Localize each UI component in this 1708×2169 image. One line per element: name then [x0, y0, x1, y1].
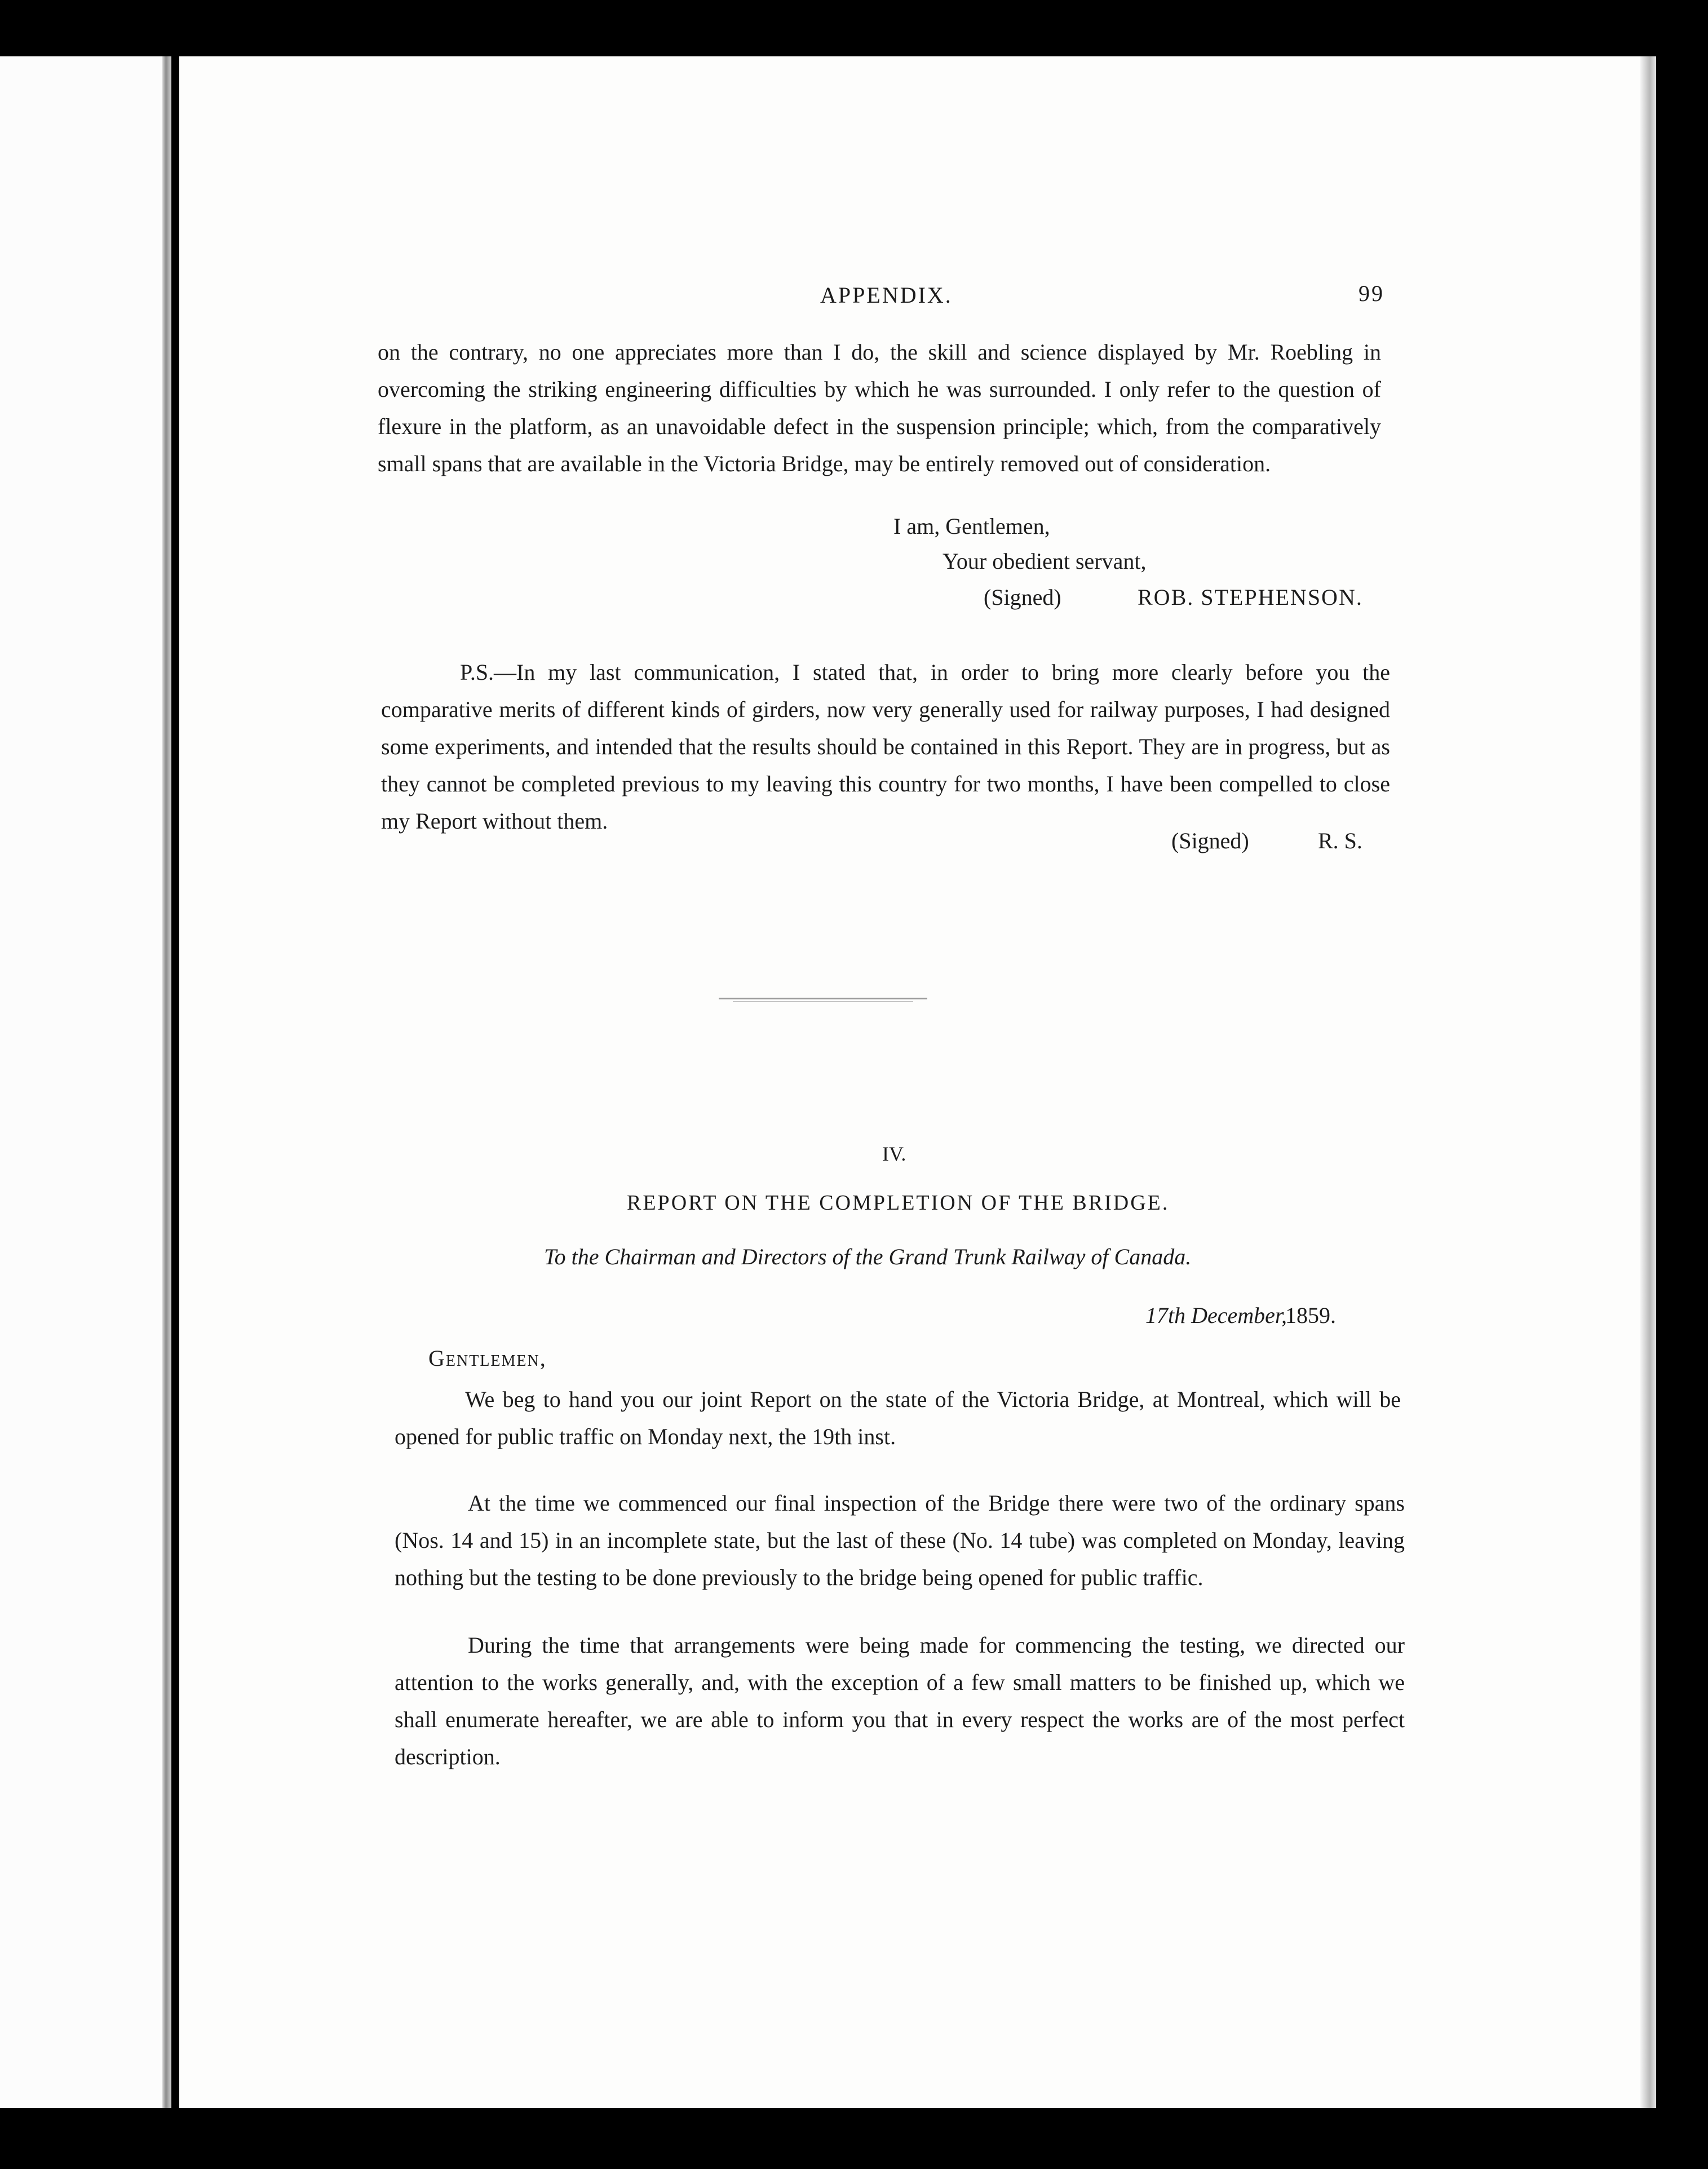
signatory-name: ROB. STEPHENSON. — [1138, 585, 1363, 610]
report-paragraph-1: We beg to hand you our joint Report on the state of the Victoria Bridge, at Montreal, which will be opened for public traffic on Monday next, the 19th inst. — [395, 1387, 1401, 1449]
salutation-line-2: Your obedient servant, — [943, 548, 1147, 574]
report-paragraph-3: During the time that arrangements were being made for commencing the testing, we directed our attention to the works generally, and, with the exception of a few small matters to be finished up, which we shall enumerate hereafter, we are able to inform you that in every respect the works are of the most perfect description. — [395, 1632, 1405, 1769]
postscript-signed-label: (Signed) — [1171, 828, 1249, 853]
section-numeral: IV. — [882, 1143, 906, 1165]
page-number: 99 — [1359, 281, 1384, 306]
salutation-line-1: I am, Gentlemen, — [893, 514, 1050, 539]
section-divider-shadow — [733, 1001, 913, 1002]
report-date-year: 1859. — [1285, 1303, 1336, 1328]
greeting: Gentlemen, — [428, 1345, 547, 1371]
section-addressee: To the Chairman and Directors of the Grand Trunk Railway of Canada. — [544, 1244, 1192, 1269]
postscript-paragraph: P.S.—In my last communication, I stated that, in order to bring more clearly before you the comparative merits of different kinds of girders, now very generally used for railway purposes, I had designed some experiments, and intended that the results should be contained in this Report. They are in progress, but as they cannot be completed previous to my leaving this country for two months, I have been compelled to close my Report without them. — [381, 659, 1390, 834]
running-title: APPENDIX. — [820, 282, 953, 308]
book-gutter — [162, 56, 171, 2108]
facing-page-edge — [0, 56, 169, 2108]
report-paragraph-2: At the time we commenced our final inspection of the Bridge there were two of the ordinary spans (Nos. 14 and 15) in an incomplete state, but the last of these (No. 14 tube) was completed on Monday, leaving nothing but the testing to be done previously to the bridge being opened for public traffic. — [395, 1490, 1405, 1590]
signed-label: (Signed) — [984, 585, 1061, 610]
postscript-initials: R. S. — [1318, 828, 1362, 853]
page-edge-shadow — [1640, 56, 1656, 2108]
letter-closing-paragraph: on the contrary, no one appreciates more than I do, the skill and science displayed by Mr. Roebling in overcoming the striking engineering difficulties by which he was surrounded. I only refer to the question of flexure in the platform, as an unavoidable defect in the suspension principle; which, from the comparatively small spans that are available in the Victoria Bridge, may be entirely removed out of consideration. — [378, 339, 1381, 476]
section-divider — [719, 998, 927, 999]
section-title: REPORT ON THE COMPLETION OF THE BRIDGE. — [627, 1191, 1170, 1215]
report-date-day: 17th December, — [1145, 1303, 1287, 1328]
